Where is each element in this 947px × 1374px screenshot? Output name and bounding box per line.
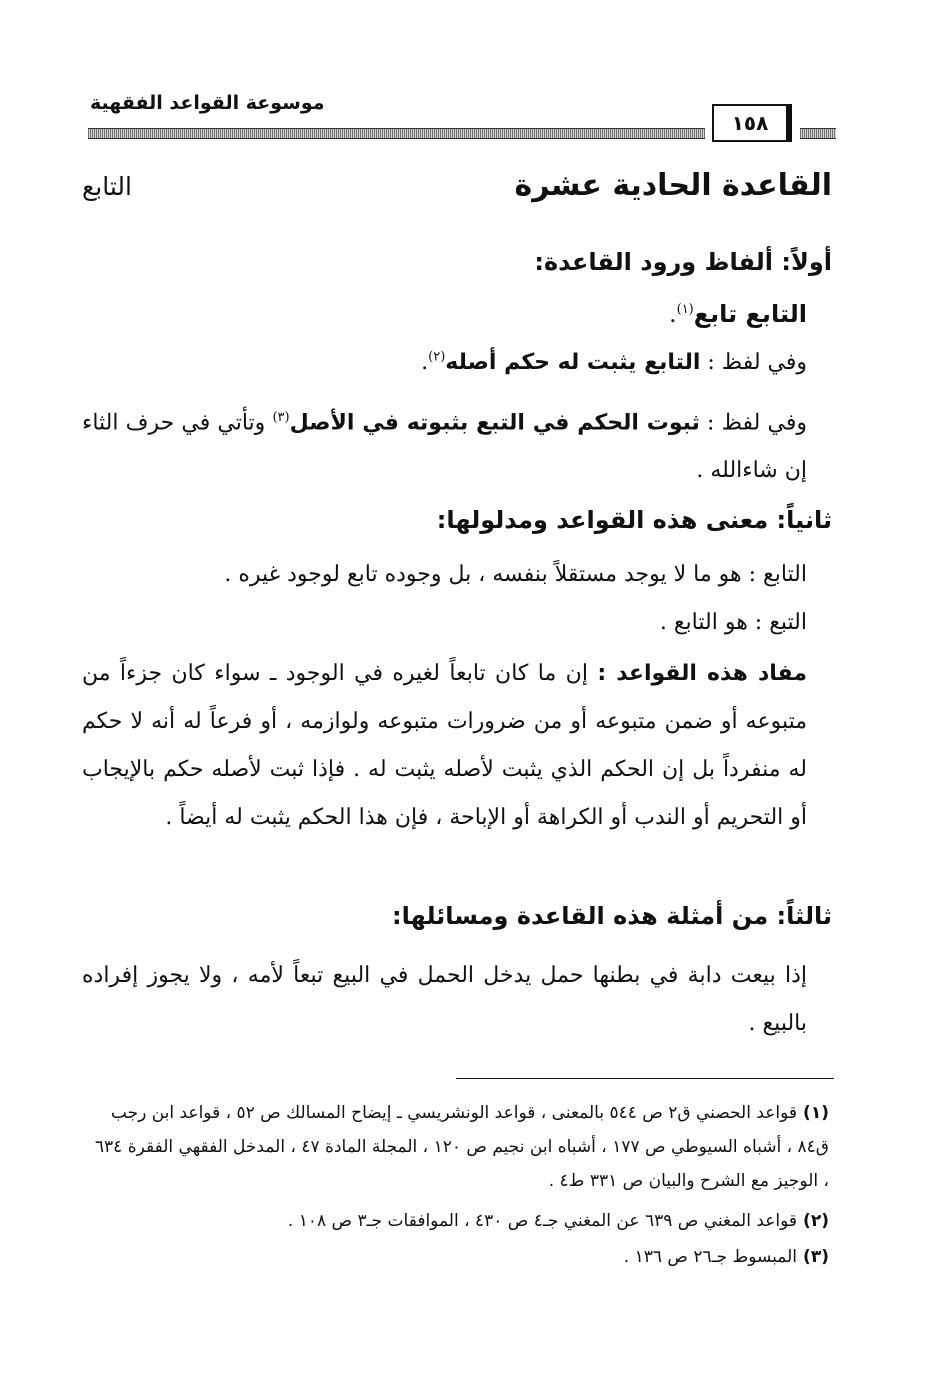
rule-keyword: التابع: [82, 172, 132, 201]
footnote-1-number: (١): [803, 1103, 829, 1123]
definition-1: التابع : هو ما لا يوجد مستقلاً بنفسه ، بل وجوده تابع لوجود غيره .: [224, 562, 807, 587]
header-rule: [88, 128, 705, 139]
running-header-title: موسوعة القواعد الفقهية: [90, 92, 325, 114]
definition-2: التبع : هو التابع .: [659, 610, 807, 635]
section-heading-1: أولاً: ألفاظ ورود القاعدة:: [534, 248, 832, 276]
footnote-separator: [456, 1078, 834, 1079]
meaning-text: إن ما كان تابعاً لغيره في الوجود ـ سواء كان جزءاً من متبوعه أو ضمن متبوعه أو من ضرورات متبوعه ولوازمه ، أو فرعاً له أنه لا حكم له منفرداً بل إن الحكم الذي يثبت لأصله يثبت له . فإذا ثبت لأصله حكم بالإيجاب أو التحريم أو الندب أو الكراهة أو الإباحة ، فإن هذا الحكم يثبت له أيضاً .: [82, 661, 807, 830]
footnote-3-text: المبسوط جـ٢٦ ص ١٣٦ .: [623, 1247, 798, 1267]
example-1: إذا بيعت دابة في بطنها حمل يدخل الحمل في البيع تبعاً لأمه ، ولا يجوز إفراده بالبيع .: [82, 963, 807, 1036]
footnote-2-number: (٢): [803, 1211, 829, 1231]
wording-2-text: التابع يثبت له حكم أصله: [445, 350, 701, 375]
rule-title: القاعدة الحادية عشرة: [514, 168, 832, 203]
meaning-paragraph: [82, 650, 807, 842]
wording-1: التابع تابع$^{(١)}$.: [668, 300, 807, 328]
section-heading-2: ثانياً: معنى هذه القواعد ومدلولها:: [436, 506, 832, 534]
wording-1-text: التابع تابع: [693, 300, 807, 328]
footnote-1-text: قواعد الحصني ق٢ ص ٥٤٤ بالمعنى ، قواعد الونشريسي ـ إيضاح المسالك ص ٥٢ ، قواعد ابن رجب ق٨٤ ، أشباه السيوطي ص ١٧٧ ، أشباه ابن نجيم ص ١٢٠ ، المجلة المادة ٤٧ ، المدخل الفقهي الفقرة ٦٣٤ ، الوجيز مع الشرح والبيان ص ٣٣١ ط٤ .: [94, 1103, 829, 1191]
footnote-1: [89, 1096, 829, 1198]
wording-3-prefix: وفي لفظ :: [699, 410, 807, 436]
footnote-ref-1: (١): [676, 302, 694, 317]
page-number: ١٥٨: [712, 104, 792, 142]
footnote-2-text: قواعد المغني ص ٦٣٩ عن المغني جـ٤ ص ٤٣٠ ، الموافقات جـ٣ ص ١٠٨ .: [287, 1211, 798, 1231]
footnote-3: [89, 1240, 829, 1274]
footnote-ref-3: (٣): [272, 410, 290, 425]
wording-3: [82, 394, 807, 495]
header-rule-right: [800, 128, 836, 139]
footnote-2: [89, 1204, 829, 1238]
footnote-ref-2: (٢): [428, 349, 446, 365]
footnote-3-number: (٣): [803, 1247, 829, 1267]
wording-2: وفي لفظ : التابع يثبت له حكم أصله$^{(٢)}$.: [421, 349, 807, 375]
section-heading-3: ثالثاً: من أمثلة هذه القاعدة ومسائلها:: [391, 902, 832, 930]
wording-3-text: ثبوت الحكم في التبع بثبوته في الأصل: [289, 410, 700, 436]
wording-2-prefix: وفي لفظ :: [700, 350, 807, 375]
meaning-label: مفاد هذه القواعد :: [597, 661, 808, 686]
wording-3-suffix: وتأتي في حرف الثاء إن شاءالله .: [82, 410, 807, 484]
